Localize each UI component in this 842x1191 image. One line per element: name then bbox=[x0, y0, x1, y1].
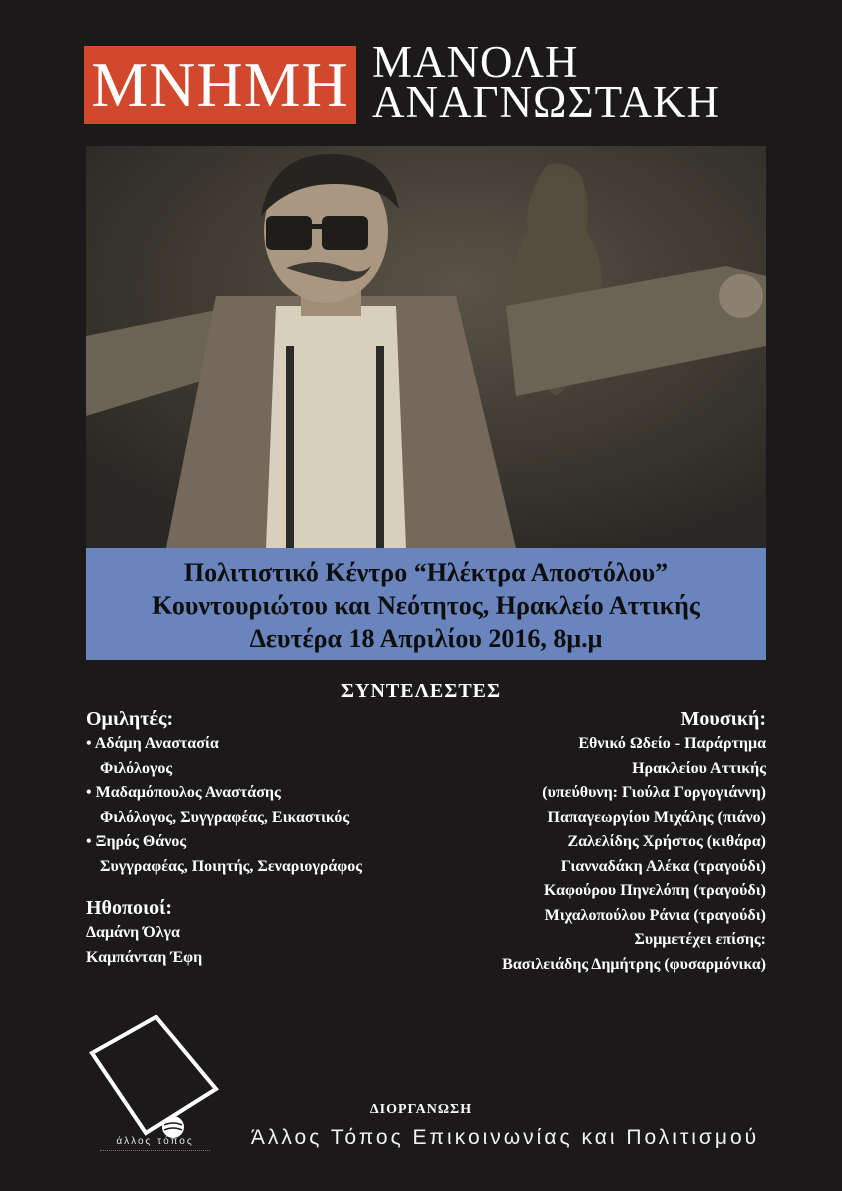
speakers-header: Ομιλητές: bbox=[86, 708, 174, 730]
venue-name: Πολιτιστικό Κέντρο “Ηλέκτρα Αποστόλου” bbox=[183, 558, 669, 587]
logo-caption: άλλος τόπος bbox=[116, 1136, 194, 1147]
speaker-role: Φιλόλογος bbox=[100, 759, 173, 777]
music-item: Συμμετέχει επίσης: bbox=[634, 931, 766, 948]
speaker-item: • Μαδαμόπουλος Αναστάσης bbox=[86, 784, 281, 801]
music-item: Καφούρου Πηνελόπη (τραγούδι) bbox=[543, 882, 766, 899]
music-item: Γιανναδάκη Αλέκα (τραγούδι) bbox=[560, 857, 766, 875]
music-item: Παπαγεωργίου Μιχάλης (πιάνο) bbox=[547, 808, 766, 826]
title-name-line1: ΜΑΝΟΛΗ bbox=[372, 37, 579, 87]
actors-header: Ηθοποιοί: bbox=[86, 897, 173, 919]
music-header: Μουσική: bbox=[680, 708, 766, 730]
credits-right-column bbox=[366, 706, 766, 977]
speaker-role: Συγγραφέας, Ποιητής, Σεναριογράφος bbox=[100, 857, 363, 875]
venue-banner bbox=[86, 548, 766, 660]
music-item: Ζαλελίδης Χρήστος (κιθάρα) bbox=[567, 833, 766, 850]
speaker-item: • Ξηρός Θάνος bbox=[86, 833, 187, 850]
organizer-label: ΔΙΟΡΓΑΝΩΣΗ bbox=[369, 1102, 473, 1117]
actor-item: Δαμάνη Όλγα bbox=[86, 924, 180, 941]
logo-divider bbox=[100, 1150, 210, 1153]
music-item: Εθνικό Ωδείο - Παράρτημα bbox=[578, 735, 766, 752]
title-name-line2: ΑΝΑΓΝΩΣΤΑΚΗ bbox=[372, 77, 721, 127]
title-memory: ΜΝΗΜΗ bbox=[84, 46, 356, 124]
actor-item: Καμπάνταη Έφη bbox=[86, 948, 203, 966]
title-name bbox=[372, 37, 772, 127]
venue-address: Κουντουριώτου και Νεότητος, Ηρακλείο Αττικής bbox=[152, 591, 700, 620]
speaker-item: • Αδάμη Αναστασία bbox=[86, 735, 219, 752]
portrait-photo bbox=[86, 146, 766, 548]
organizer-name: Άλλος Τόπος Επικοινωνίας και Πολιτισμού bbox=[250, 1126, 760, 1149]
event-date: Δευτέρα 18 Απριλίου 2016, 8μ.μ bbox=[249, 624, 603, 653]
credits-title: ΣΥΝΤΕΛΕΣΤΕΣ bbox=[340, 680, 502, 702]
music-item: Βασιλειάδης Δημήτρης (φυσαρμόνικα) bbox=[502, 955, 766, 973]
music-item: Μιχαλοπούλου Ράνια (τραγούδι) bbox=[544, 906, 766, 924]
music-item: (υπεύθυνη: Γιούλα Γοργογιάννη) bbox=[542, 784, 766, 801]
music-item: Ηρακλείου Αττικής bbox=[632, 759, 766, 777]
speaker-role: Φιλόλογος, Συγγραφέας, Εικαστικός bbox=[100, 808, 350, 826]
